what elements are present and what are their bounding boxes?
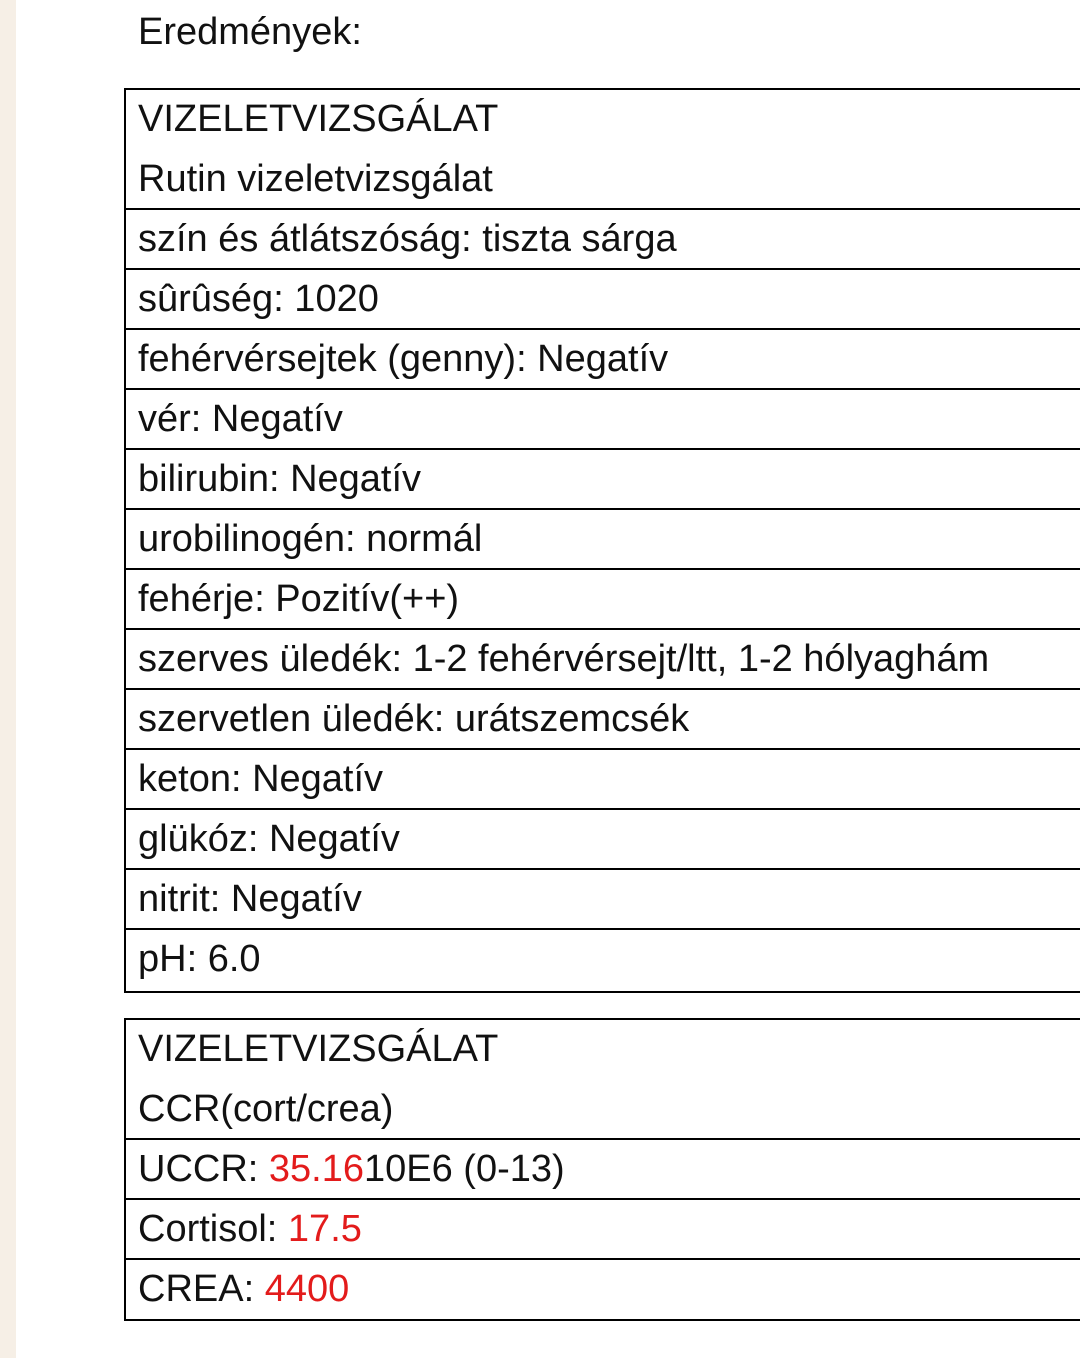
crea-label: CREA: — [138, 1268, 265, 1310]
routine-urinalysis-table — [124, 88, 1080, 993]
result-row-ph: pH: 6.0 — [138, 938, 261, 980]
result-row-protein: fehérje: Pozitív(++) — [126, 570, 1080, 630]
crea-value: 4400 — [264, 1268, 350, 1310]
result-row-nitrite: nitrit: Negatív — [126, 870, 1080, 930]
uccr-label: UCCR: — [138, 1148, 269, 1190]
result-row-density: sûrûség: 1020 — [126, 270, 1080, 330]
result-row-ketone: keton: Negatív — [126, 750, 1080, 810]
results-heading: Eredmények: — [138, 11, 362, 53]
result-row-urobilinogen: urobilinogén: normál — [126, 510, 1080, 570]
routine-table-title: VIZELETVIZSGÁLAT — [138, 98, 499, 140]
cortisol-label: Cortisol: — [138, 1208, 288, 1250]
cortisol-value: 17.5 — [287, 1208, 362, 1250]
result-row-organic-sediment: szerves üledék: 1-2 fehérvérsejt/ltt, 1-2 hólyaghám — [126, 630, 1080, 690]
ccr-table-subtitle: CCR(cort/crea) — [138, 1088, 394, 1130]
result-row-crea — [126, 1260, 1080, 1320]
result-row-wbc: fehérvérsejtek (genny): Negatív — [126, 330, 1080, 390]
ccr-table-header — [126, 1020, 1080, 1140]
result-row-uccr — [126, 1140, 1080, 1200]
routine-table-header — [126, 90, 1080, 210]
result-row-glucose: glükóz: Negatív — [126, 810, 1080, 870]
result-row-blood: vér: Negatív — [126, 390, 1080, 450]
ccr-table-title: VIZELETVIZSGÁLAT — [138, 1028, 499, 1070]
ccr-urinalysis-table — [124, 1018, 1080, 1321]
result-row-color: szín és átlátszóság: tiszta sárga — [126, 210, 1080, 270]
uccr-suffix: 10E6 (0-13) — [363, 1148, 565, 1190]
left-margin-strip — [0, 0, 16, 1358]
result-row-bilirubin: bilirubin: Negatív — [126, 450, 1080, 510]
result-row-cortisol — [126, 1200, 1080, 1260]
routine-table-subtitle: Rutin vizeletvizsgálat — [138, 158, 493, 200]
result-row-inorganic-sediment: szervetlen üledék: urátszemcsék — [126, 690, 1080, 750]
uccr-value: 35.16 — [268, 1148, 364, 1190]
